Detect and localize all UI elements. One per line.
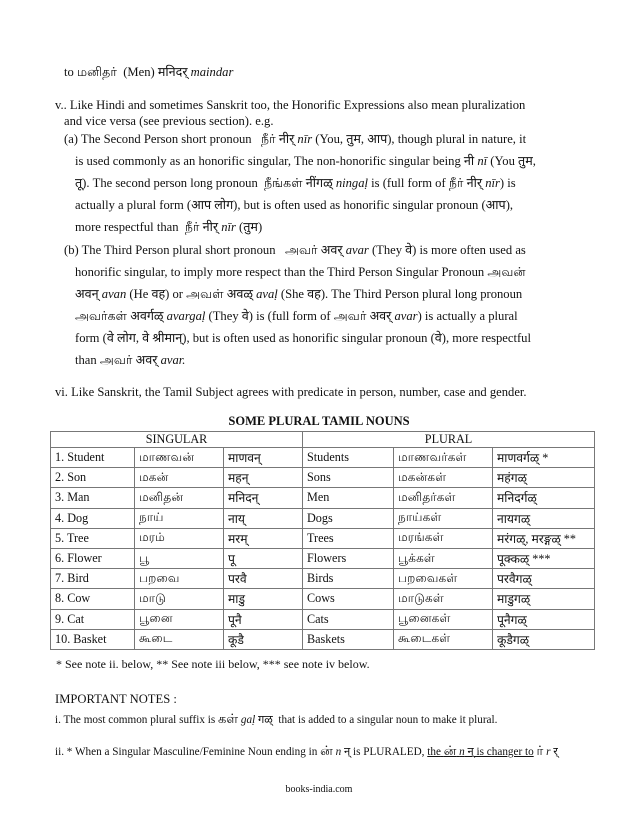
note-i (55, 712, 497, 728)
plural-english-cell: Trees (303, 528, 394, 548)
devanagari-word: नीर् (278, 132, 295, 146)
section-v-b-line6 (75, 352, 185, 368)
devanagari-word: अवर् (369, 309, 392, 323)
plural-devanagari-cell: नायगळ् (493, 508, 595, 528)
singular-tamil-cell: பூனை (135, 609, 224, 629)
text: (He वह) or (129, 287, 183, 301)
plural-devanagari-cell: पूक्कळ् *** (493, 548, 595, 568)
section-v-line2: and vice versa (see previous section). e.g. (64, 114, 274, 128)
devanagari-word: नी (463, 154, 475, 168)
translit: nīr (221, 220, 236, 234)
table-title: SOME PLURAL TAMIL NOUNS (228, 414, 410, 428)
singular-english-cell: 5. Tree (51, 528, 135, 548)
singular-tamil-cell: மாணவன் (135, 448, 224, 468)
singular-tamil-cell: மனிதன் (135, 488, 224, 508)
section-v-a-line1 (64, 131, 526, 147)
devanagari-word: अवळ् (226, 287, 253, 301)
section-v-a-line4: actually a plural form (आप लोग), but is often used as honorific singular pronoun (आप), (75, 198, 514, 212)
plural-english-cell: Men (303, 488, 394, 508)
section-v-line1: v.. Like Hindi and sometimes Sanskrit too, the Honorific Expressions also mean pluralization (55, 98, 526, 112)
text: i. The most common plural suffix is (55, 714, 216, 726)
text: (They वे) is more often used as (371, 243, 526, 257)
singular-english-cell: 1. Student (51, 448, 135, 468)
translit: ningaḷ (335, 176, 369, 190)
table-row (51, 609, 595, 629)
text: honorific singular, to imply more respect than the Third Person Singular Pronoun (75, 265, 485, 279)
text: ) is (499, 176, 516, 190)
singular-devanagari-cell: कूडै (224, 629, 303, 649)
tamil-word: நீர் (448, 175, 464, 190)
singular-english-cell: 10. Basket (51, 629, 135, 649)
intro-gloss: (Men) (123, 65, 155, 79)
singular-english-cell: 8. Cow (51, 589, 135, 609)
plural-english-cell: Flowers (303, 548, 394, 568)
translit: avar (394, 309, 418, 323)
plural-english-cell: Students (303, 448, 394, 468)
section-v-b-line1 (64, 242, 526, 258)
text: the (427, 746, 441, 758)
devanagari-word: न् (467, 746, 474, 758)
plural-english-cell: Dogs (303, 508, 394, 528)
singular-devanagari-cell: मनिदन् (224, 488, 303, 508)
singular-english-cell: 9. Cat (51, 609, 135, 629)
singular-devanagari-cell: माणवन् (224, 448, 303, 468)
tamil-word: ன் (443, 744, 457, 759)
plural-tamil-cell: மனிதர்கள் (394, 488, 493, 508)
singular-devanagari-cell: परवै (224, 569, 303, 589)
tamil-word: ர் (536, 744, 544, 759)
text: (a) The Second Person short pronoun (64, 132, 252, 146)
table-body (51, 448, 595, 650)
text: (She वह). The Third Person plural long pronoun (280, 287, 523, 301)
plural-devanagari-cell: मरंगळ्, मरङ्गळ् ** (493, 528, 595, 548)
devanagari-word: न् (343, 746, 351, 758)
text: (b) The Third Person plural short pronoun (64, 243, 276, 257)
table-row (51, 629, 595, 649)
devanagari-word: र् (553, 746, 558, 758)
plural-english-cell: Sons (303, 468, 394, 488)
plural-nouns-table (50, 431, 595, 650)
tamil-word: கள் (218, 712, 239, 727)
singular-devanagari-cell: पू (224, 548, 303, 568)
devanagari-word: अवर् (320, 243, 343, 257)
plural-tamil-cell: பூனைகள் (394, 609, 493, 629)
section-v-b-line5: form (वे लोग, वे श्रीमान्), but is often used as honorific singular pronoun (वे), more respectful (75, 331, 531, 345)
translit: nīr (485, 176, 500, 190)
singular-english-cell: 7. Bird (51, 569, 135, 589)
translit: nī (477, 154, 488, 168)
text: is PLURALED, (352, 746, 425, 758)
plural-devanagari-cell: मनिदर्गळ् (493, 488, 595, 508)
tamil-word: ன் (320, 744, 333, 759)
plural-english-cell: Cows (303, 589, 394, 609)
text: is changer to (476, 746, 534, 758)
plural-devanagari-cell: महंगळ् (493, 468, 595, 488)
header-plural: PLURAL (303, 432, 595, 448)
singular-english-cell: 6. Flower (51, 548, 135, 568)
plural-english-cell: Cats (303, 609, 394, 629)
footer-site: books-india.com (285, 784, 353, 795)
translit: avargaḷ (166, 309, 206, 323)
singular-devanagari-cell: माडु (224, 589, 303, 609)
tamil-word: அவர் (284, 242, 318, 257)
text: (You, तुम, आप), though plural in nature, it (315, 132, 527, 146)
section-v-b-line4 (75, 308, 518, 324)
text: (They वे) is (full form of (208, 309, 331, 323)
plural-tamil-cell: பூக்கள் (394, 548, 493, 568)
table-row (51, 569, 595, 589)
section-v-a-line3 (75, 175, 516, 191)
tamil-word: நீங்கள் (264, 175, 303, 190)
translit: gaḷ (240, 714, 256, 726)
text: ii. * When a Singular Masculine/Feminine Noun ending in (55, 746, 318, 758)
plural-devanagari-cell: कूडैगळ् (493, 629, 595, 649)
plural-tamil-cell: கூடைகள் (394, 629, 493, 649)
singular-tamil-cell: பறவை (135, 569, 224, 589)
underlined-phrase (427, 746, 533, 758)
text: more respectful than (75, 220, 179, 234)
translit: avar. (160, 353, 186, 367)
intro-devanagari: मनिदर् (157, 65, 188, 79)
singular-devanagari-cell: नाय् (224, 508, 303, 528)
section-v-a-line5 (75, 219, 262, 235)
text: than (75, 353, 97, 367)
singular-devanagari-cell: महन् (224, 468, 303, 488)
translit: n (459, 746, 465, 758)
plural-tamil-cell: நாய்கள் (394, 508, 493, 528)
singular-tamil-cell: பூ (135, 548, 224, 568)
translit: r (546, 746, 551, 758)
text: is (full form of (371, 176, 446, 190)
singular-devanagari-cell: पूनै (224, 609, 303, 629)
intro-line (64, 64, 233, 80)
devanagari-word: गळ् (257, 714, 273, 726)
table-row (51, 589, 595, 609)
plural-devanagari-cell: पूनैगळ् (493, 609, 595, 629)
plural-english-cell: Baskets (303, 629, 394, 649)
tamil-word: அவர் (99, 352, 133, 367)
text: that is added to a singular noun to make it plural. (278, 714, 498, 726)
intro-tamil: மனிதர் (76, 64, 117, 79)
singular-devanagari-cell: मरम् (224, 528, 303, 548)
translit: n (335, 746, 342, 758)
plural-devanagari-cell: परवैगळ् (493, 569, 595, 589)
text: (तुम) (239, 220, 263, 234)
translit: avan (101, 287, 127, 301)
plural-tamil-cell: பறவைகள் (394, 569, 493, 589)
devanagari-word: नींगळ् (305, 176, 333, 190)
plural-tamil-cell: மாடுகள் (394, 589, 493, 609)
tamil-word: நீர் (261, 131, 276, 146)
table-row (51, 528, 595, 548)
note-ii (55, 744, 558, 760)
singular-tamil-cell: நாய் (135, 508, 224, 528)
singular-english-cell: 3. Man (51, 488, 135, 508)
table-row (51, 448, 595, 468)
singular-tamil-cell: கூடை (135, 629, 224, 649)
plural-tamil-cell: மகன்கள் (394, 468, 493, 488)
singular-tamil-cell: மாடு (135, 589, 224, 609)
table-row (51, 548, 595, 568)
translit: avar (345, 243, 369, 257)
section-vi: vi. Like Sanskrit, the Tamil Subject agrees with predicate in person, number, case and gender. (55, 385, 527, 399)
translit: nīr (297, 132, 313, 146)
intro-prefix: to (64, 65, 74, 79)
singular-english-cell: 4. Dog (51, 508, 135, 528)
table-row (51, 468, 595, 488)
tamil-word: அவர்கள் (75, 308, 128, 323)
devanagari-word: अवर् (135, 353, 158, 367)
table-header-row (51, 432, 595, 448)
intro-translit: maindar (190, 65, 234, 79)
section-v-b-line2 (75, 264, 526, 280)
section-v-b-line3 (75, 286, 522, 302)
tamil-word: நீர் (184, 219, 200, 234)
plural-tamil-cell: மரங்கள் (394, 528, 493, 548)
text: तू). The second person long pronoun (75, 176, 258, 190)
table-footnote: * See note ii. below, ** See note iii below, *** see note iv below. (56, 657, 370, 671)
devanagari-word: नीर् (466, 176, 483, 190)
tamil-word: அவள் (186, 286, 224, 301)
devanagari-word: अवन् (75, 287, 99, 301)
tamil-word: அவர் (333, 308, 367, 323)
singular-tamil-cell: மரம் (135, 528, 224, 548)
plural-devanagari-cell: माडुगळ् (493, 589, 595, 609)
header-singular: SINGULAR (51, 432, 303, 448)
table-row (51, 488, 595, 508)
devanagari-word: नीर् (202, 220, 219, 234)
devanagari-word: अवर्गळ् (130, 309, 164, 323)
table-row (51, 508, 595, 528)
plural-devanagari-cell: माणवर्गळ् * (493, 448, 595, 468)
section-v-a-line2 (75, 153, 536, 169)
plural-tamil-cell: மாணவர்கள் (394, 448, 493, 468)
text: ) is actually a plural (417, 309, 518, 323)
plural-english-cell: Birds (303, 569, 394, 589)
translit: avaḷ (256, 287, 278, 301)
tamil-word: அவன் (487, 264, 526, 279)
notes-heading: IMPORTANT NOTES : (55, 692, 177, 706)
text: is used commonly as an honorific singular, The non-honorific singular being (75, 154, 461, 168)
singular-tamil-cell: மகன் (135, 468, 224, 488)
singular-english-cell: 2. Son (51, 468, 135, 488)
text: (You तुम, (490, 154, 536, 168)
